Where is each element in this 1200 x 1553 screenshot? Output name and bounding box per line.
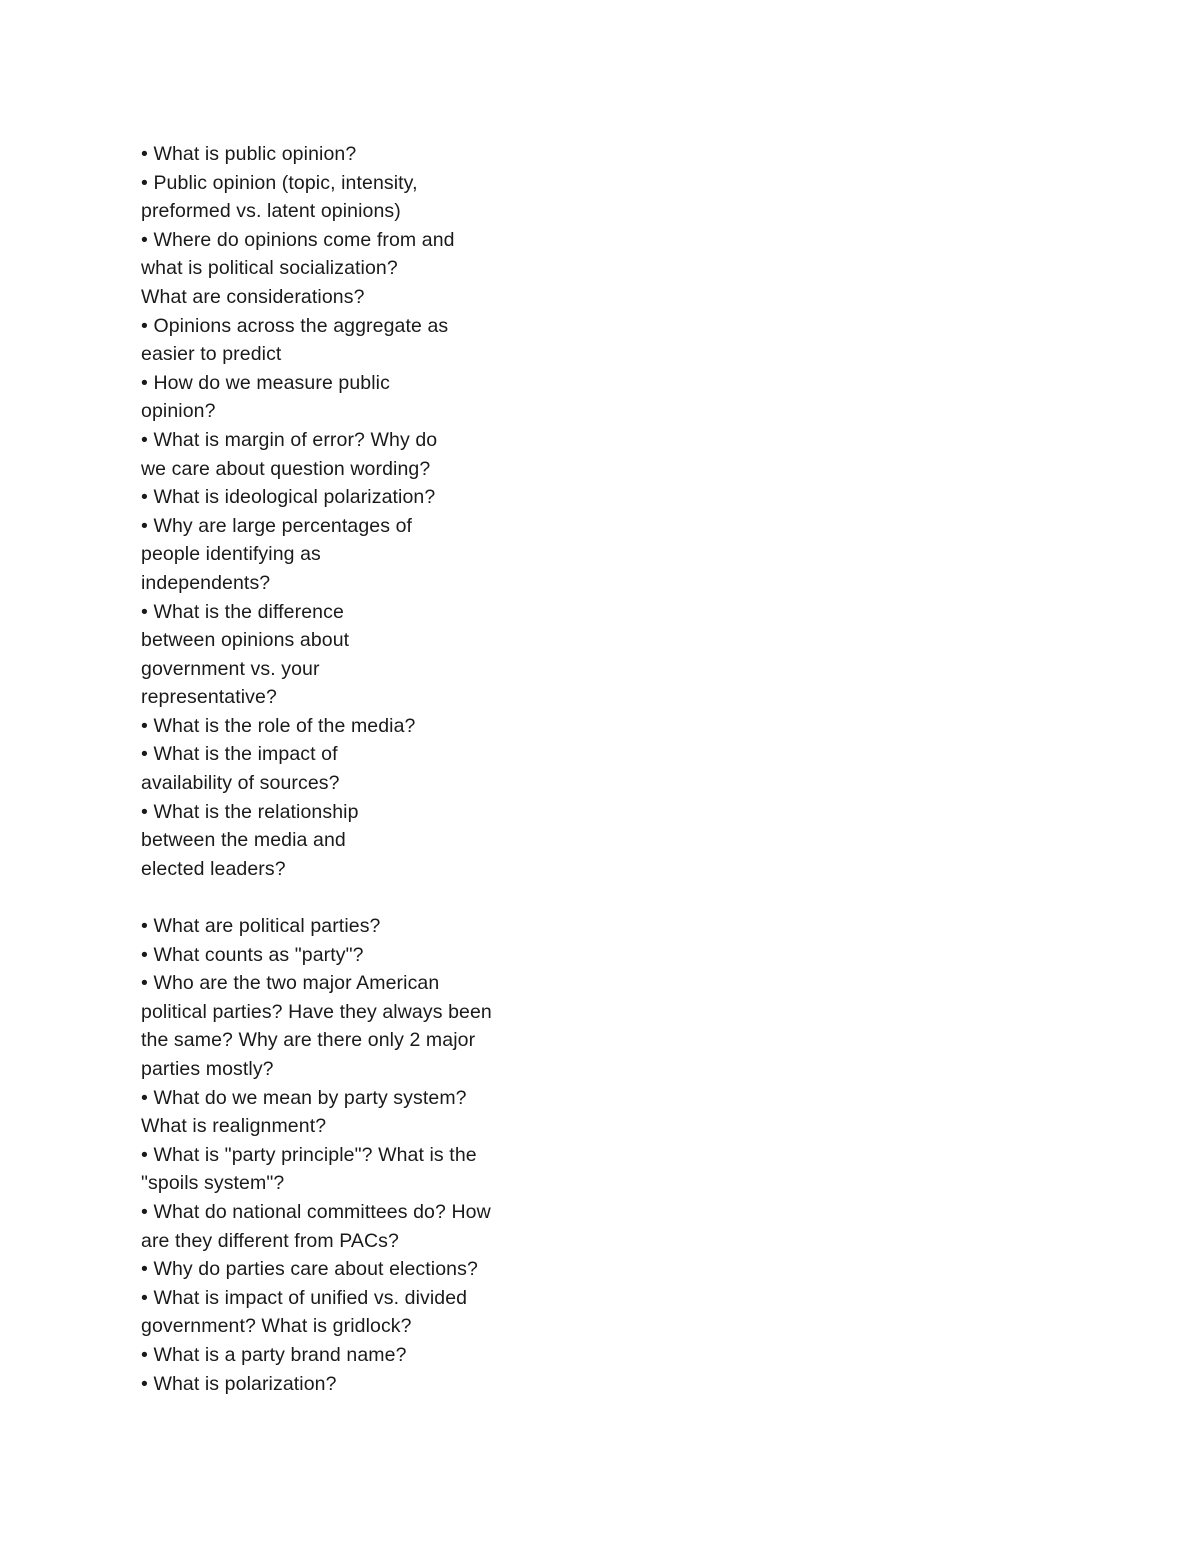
text-line: we care about question wording? [141, 457, 431, 480]
text-line: • Public opinion (topic, intensity, [141, 171, 418, 194]
text-line: What are considerations? [141, 285, 365, 308]
text-line: political parties? Have they always been [141, 1000, 492, 1023]
text-line: parties mostly? [141, 1058, 274, 1080]
text-line: government? What is gridlock? [141, 1315, 412, 1338]
text-line: independents? [141, 571, 271, 594]
text-line: • Who are the two major American [141, 972, 440, 995]
text-line: opinion? [141, 400, 216, 423]
text-line: • What is margin of error? Why do [141, 428, 438, 451]
public-opinion-section [141, 140, 561, 883]
text-line: • What are political parties? [141, 915, 381, 938]
text-line: are they different from PACs? [141, 1229, 399, 1252]
study-questions-text [141, 140, 561, 1398]
text-line: • What is "party principle"? What is the [141, 1143, 477, 1166]
text-line: elected leaders? [141, 857, 286, 880]
text-line: easier to predict [141, 343, 282, 366]
text-line: • What is impact of unified vs. divided [141, 1286, 468, 1309]
text-line: the same? Why are there only 2 major [141, 1029, 476, 1052]
text-line: • What is a party brand name? [141, 1343, 407, 1366]
text-line: people identifying as [141, 543, 321, 566]
text-line: • Why are large percentages of [141, 514, 413, 537]
text-line: • What counts as "party"? [141, 943, 364, 966]
text-line: • What is ideological polarization? [141, 486, 436, 509]
text-line: What is realignment? [141, 1115, 327, 1138]
text-line: • What is public opinion? [141, 143, 357, 165]
text-line: preformed vs. latent opinions) [141, 200, 401, 223]
text-line: between opinions about [141, 629, 350, 652]
text-line: between the media and [141, 829, 346, 852]
text-line: • What is the role of the media? [141, 714, 416, 737]
text-line: government vs. your [141, 657, 320, 680]
text-line: • What do we mean by party system? [141, 1086, 467, 1109]
text-line: availability of sources? [141, 772, 340, 795]
text-line: • How do we measure public [141, 371, 390, 394]
text-line: • Opinions across the aggregate as [141, 314, 449, 337]
text-line: what is political socialization? [141, 257, 398, 280]
text-line: representative? [141, 686, 277, 709]
text-line: • What is the impact of [141, 743, 338, 766]
text-line: • What is polarization? [141, 1372, 337, 1395]
text-line: "spoils system"? [141, 1172, 285, 1195]
text-line: • What is the difference [141, 600, 344, 623]
text-line: • What do national committees do? How [141, 1200, 491, 1223]
political-parties-section [141, 912, 561, 1398]
text-line: • Why do parties care about elections? [141, 1258, 478, 1281]
section-gap [141, 883, 561, 912]
text-line: • What is the relationship [141, 800, 359, 823]
text-line: • Where do opinions come from and [141, 228, 455, 251]
